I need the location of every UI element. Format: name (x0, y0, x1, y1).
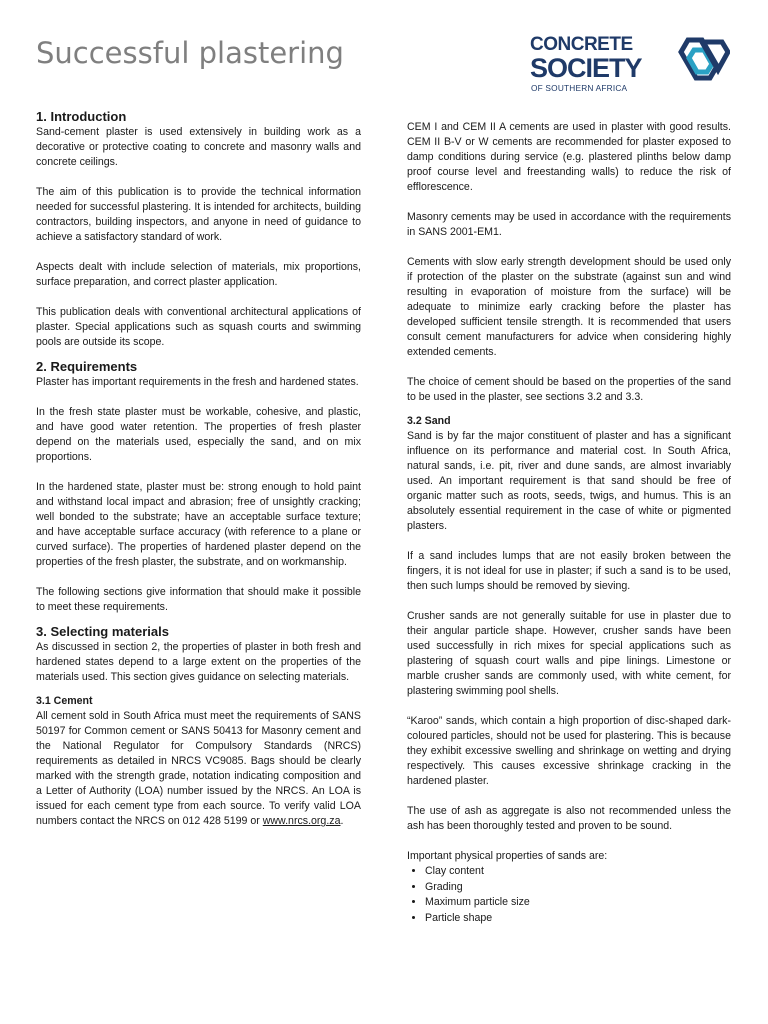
paragraph: The use of ash as aggregate is also not recommended unless the ash has been thoroughly tested and proven to be sound. (407, 805, 731, 832)
logo-line-society: SOCIETY (530, 53, 642, 83)
paragraph: Crusher sands are not generally suitable for use in plaster due to their angular particle shape. However, crusher sands have been used successfully in rich mixes for special applications such as plastering of squash court walls and pipe linings. Limestone or marble crusher sands are commonly used, with white cement, for plastering swimming pool shells. (407, 610, 731, 697)
page-title: Successful plastering (36, 36, 344, 70)
logo-line-concrete: CONCRETE (530, 34, 633, 55)
paragraph: Sand is by far the major constituent of plaster and has a significant influence on its performance and material cost. In South Africa, natural sands, i.e. pit, river and dune sands, are almost invariably used. An important requirement is that sand should be free of organic matter such as roots, seeds, twigs, and humus. This is an absolutely essential requirement in the case of white or pigmented plasters. (407, 430, 731, 532)
nrcs-website-link[interactable]: www.nrcs.org.za (262, 815, 341, 827)
section-heading-selecting-materials: 3. Selecting materials (36, 624, 169, 639)
paragraph-text: All cement sold in South Africa must meet the requirements of SANS 50197 for Common cement or SANS 50413 for Masonry cement and the National Regulator for Compulsory Standards (NRCS) requirements as detailed in NRCS VC9085. Bags should be clearly marked with the strength grade, notation indicating composition and a Letter of Authority (LOA) number issued by the NRCS. An LOA is issued for each cement type from each source. To verify valid LOA numbers contact the NRCS on 012 428 5199 or (36, 710, 361, 827)
subsection-heading-cement: 3.1 Cement (36, 695, 93, 707)
paragraph: “Karoo” sands, which contain a high proportion of disc-shaped dark-coloured particles, should not be used for plastering. This is because they exhibit excessive swelling and shrinkage on wetting and drying respectively. This causes excessive shrinkage cracking in the hardened plaster. (407, 715, 731, 787)
paragraph: Masonry cements may be used in accordance with the requirements in SANS 2001-EM1. (407, 211, 731, 238)
paragraph: The following sections give information that should make it possible to meet these requirements. (36, 586, 361, 613)
list-item: • Grading (425, 880, 731, 896)
right-column (407, 120, 731, 926)
paragraph: In the hardened state, plaster must be: strong enough to hold paint and withstand local impact and abrasion; free of unsightly cracking; well bonded to the substrate; have an acceptable surface texture; and have acceptable surface accuracy (with reference to a plane or curved surface). The properties of hardened plaster depend on the properties of the fresh plaster, the substrate, and on workmanship. (36, 481, 361, 568)
paragraph: Plaster has important requirements in the fresh and hardened states. (36, 376, 359, 388)
paragraph: In the fresh state plaster must be workable, cohesive, and plastic, and have good water retention. The properties of fresh plaster depend on the materials used, especially the sand, and on mix proportions. (36, 406, 361, 463)
paragraph: Aspects dealt with include selection of materials, mix proportions, surface preparation, and correct plaster application. (36, 261, 361, 288)
paragraph: Sand-cement plaster is used extensively in building work as a decorative or protective coating to concrete and masonry walls and concrete ceilings. (36, 126, 361, 168)
list-item: • Clay content (425, 864, 731, 880)
subsection-heading-sand: 3.2 Sand (407, 415, 451, 427)
concrete-society-logo (530, 34, 730, 96)
paragraph: This publication deals with conventional architectural applications of plaster. Special applications such as squash courts and swimming pools are outside its scope. (36, 306, 361, 348)
paragraph: The aim of this publication is to provide the technical information needed for successful plastering. It is intended for architects, building contractors, building inspectors, and anyone in need of guidance to achieve a satisfactory standard of work. (36, 186, 361, 243)
paragraph-end: . (340, 815, 344, 827)
paragraph-cement (36, 709, 361, 829)
list-item: • Maximum particle size (425, 895, 731, 911)
section-heading-requirements: 2. Requirements (36, 359, 138, 374)
paragraph: Important physical properties of sands are: (407, 850, 608, 862)
paragraph: CEM I and CEM II A cements are used in plaster with good results. CEM II B-V or W cements are recommended for plaster exposed to damp conditions during service (e.g. plastered plinths below damp proof course level and freestanding walls) to reduce the risk of efflorescence. (407, 121, 731, 193)
triangle-logo-icon (672, 36, 730, 82)
paragraph: If a sand includes lumps that are not easily broken between the fingers, it is not ideal for use in plaster; if such a sand is to be used, then such lumps should be removed by sieving. (407, 550, 731, 592)
paragraph: Cements with slow early strength development should be used only if protection of the plaster on the substrate (against sun and wind resulting in evaporation of moisture from the surface) will be adequate to minimize early cracking before the plaster has developed sufficient tensile strength. It is recommended that users consult cement manufacturers for advice when considering highly extended cements. (407, 256, 731, 358)
sand-properties-list (407, 864, 731, 926)
paragraph: The choice of cement should be based on the properties of the sand to be used in the plaster, see sections 3.2 and 3.3. (407, 376, 731, 403)
paragraph: As discussed in section 2, the properties of plaster in both fresh and hardened states depend to a large extent on the properties of the materials used. This section gives guidance on selecting materials. (36, 641, 361, 683)
logo-line-southern-africa: OF SOUTHERN AFRICA (531, 83, 628, 93)
list-item: • Particle shape (425, 911, 731, 927)
section-heading-introduction: 1. Introduction (36, 109, 127, 124)
left-column (36, 108, 361, 844)
